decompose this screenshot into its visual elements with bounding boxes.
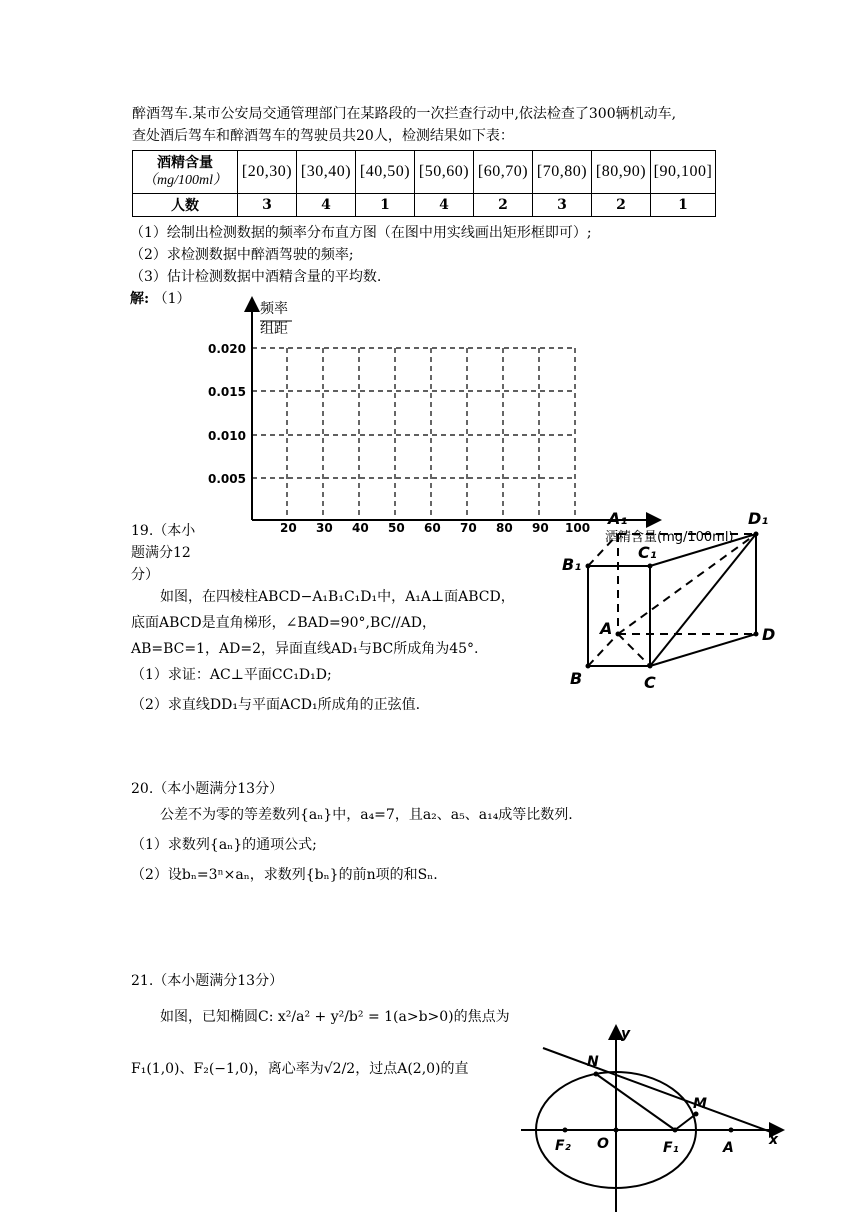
y-tick-label: 0.010 — [208, 429, 246, 443]
solution-label: 解: — [130, 291, 150, 307]
label-B1: B₁ — [562, 555, 582, 574]
label-F2: F₂ — [555, 1138, 571, 1154]
table-header-unit: （mg/100ml） — [143, 173, 227, 188]
y-tick-label: 0.020 — [208, 342, 246, 356]
edge-AC — [618, 634, 650, 666]
y-tick-label: 0.005 — [208, 472, 246, 486]
ellipse-diagram — [515, 1020, 815, 1216]
x-tick-label: 100 — [565, 521, 591, 535]
problem19-q2: （2）求直线DD₁与平面ACD₁所成角的正弦值. — [131, 697, 421, 713]
x-tick-label: 40 — [352, 521, 369, 535]
problem19-line2: 底面ABCD是直角梯形，∠BAD=90°,BC//AD， — [131, 615, 436, 631]
interval-cell: [20,30) — [238, 151, 297, 194]
histogram-dashed-grid — [252, 348, 575, 520]
problem21-line1: 如图，已知椭圆C: x²/a² + y²/b² = 1(a>b>0)的焦点为 — [160, 1009, 510, 1025]
interval-cell: [40,50) — [356, 151, 415, 194]
edge-CD — [650, 634, 756, 666]
y-axis-label-top: 频率 — [260, 301, 288, 317]
x-tick-label: 70 — [460, 521, 477, 535]
problem18-q3: （3）估计检测数据中酒精含量的平均数. — [130, 269, 382, 285]
solution-part: （1） — [153, 291, 191, 307]
label-A: A — [600, 619, 613, 638]
problem19-line3: AB=BC=1，AD=2，异面直线AD₁与BC所成角为45°. — [131, 641, 479, 657]
problem21-header: 21.（本小题满分13分） — [131, 973, 284, 989]
y-tick-label: 0.015 — [208, 385, 246, 399]
problem20-line1: 公差不为零的等差数列{aₙ}中，a₄=7，且a₂、a₅、a₁₄成等比数列. — [160, 807, 573, 823]
problem19-q1: （1）求证：AC⊥平面CC₁D₁D; — [131, 667, 332, 683]
label-O: O — [597, 1136, 609, 1152]
label-A1: A₁ — [608, 509, 628, 528]
count-cell: 4 — [415, 194, 474, 217]
edge-C1D1 — [650, 534, 756, 566]
problem18-q1: （1）绘制出检测数据的频率分布直方图（在图中用实线画出矩形框即可）; — [130, 225, 592, 241]
segment-F1M — [675, 1114, 696, 1130]
problem18-intro-line2: 查处酒后驾车和醉酒驾车的驾驶员共20人，检测结果如下表： — [132, 128, 514, 144]
label-F1: F₁ — [663, 1140, 679, 1156]
count-cell: 2 — [592, 194, 651, 217]
label-y: y — [621, 1026, 631, 1042]
label-M: M — [693, 1096, 707, 1112]
line-through-A — [543, 1048, 771, 1132]
interval-cell: [50,60) — [415, 151, 474, 194]
x-tick-label: 30 — [316, 521, 333, 535]
prism-diagram — [540, 500, 840, 700]
problem19-header-line2: 题满分12 — [131, 545, 191, 561]
x-tick-label: 80 — [496, 521, 513, 535]
x-tick-label: 90 — [532, 521, 549, 535]
x-tick-label: 20 — [280, 521, 297, 535]
label-C1: C₁ — [638, 543, 657, 562]
histogram-grid — [0, 0, 860, 560]
problem19-header-line1: 19.（本小 — [131, 523, 196, 539]
count-cell: 4 — [297, 194, 356, 217]
label-A: A — [723, 1140, 734, 1156]
problem20-q2: （2）设bₙ=3ⁿ×aₙ，求数列{bₙ}的前n项的和Sₙ. — [131, 867, 438, 883]
problem18-intro-line1: 醉酒驾车.某市公安局交通管理部门在某路段的一次拦查行动中,依法检查了300辆机动车, — [132, 106, 677, 122]
count-label-cell: 人数 — [133, 194, 238, 217]
problem20-q1: （1）求数列{aₙ}的通项公式; — [131, 837, 317, 853]
interval-cell: [30,40) — [297, 151, 356, 194]
problem19-line1: 如图，在四棱柱ABCD−A₁B₁C₁D₁中，A₁A⊥面ABCD， — [160, 589, 515, 605]
problem20-header: 20.（本小题满分13分） — [131, 781, 284, 797]
problem21-line2: F₁(1,0)、F₂(−1,0)，离心率为√2/2，过点A(2,0)的直 — [131, 1061, 469, 1077]
count-cell: 1 — [651, 194, 716, 217]
x-axis-label: 酒精含量(mg/100ml) — [605, 530, 734, 545]
y-axis-label-bottom: 组距 — [260, 321, 288, 337]
count-cell: 1 — [356, 194, 415, 217]
problem19-header-line3: 分） — [131, 567, 159, 583]
label-D1: D₁ — [748, 509, 769, 528]
count-cell: 3 — [533, 194, 592, 217]
edge-B1A1 — [588, 534, 618, 566]
interval-cell: [70,80) — [533, 151, 592, 194]
label-D: D — [762, 625, 776, 644]
label-B: B — [570, 669, 583, 688]
table-header-label: 酒精含量 — [157, 155, 213, 171]
x-tick-label: 60 — [424, 521, 441, 535]
interval-cell: [80,90) — [592, 151, 651, 194]
interval-cell: [90,100] — [651, 151, 716, 194]
label-x: x — [769, 1132, 779, 1148]
problem18-q2: （2）求检测数据中醉酒驾驶的频率; — [130, 247, 354, 263]
x-tick-label: 50 — [388, 521, 405, 535]
interval-cell: [60,70) — [474, 151, 533, 194]
count-cell: 2 — [474, 194, 533, 217]
label-N: N — [587, 1054, 599, 1070]
edge-AB — [588, 634, 618, 666]
label-C: C — [644, 673, 656, 692]
count-cell: 3 — [238, 194, 297, 217]
